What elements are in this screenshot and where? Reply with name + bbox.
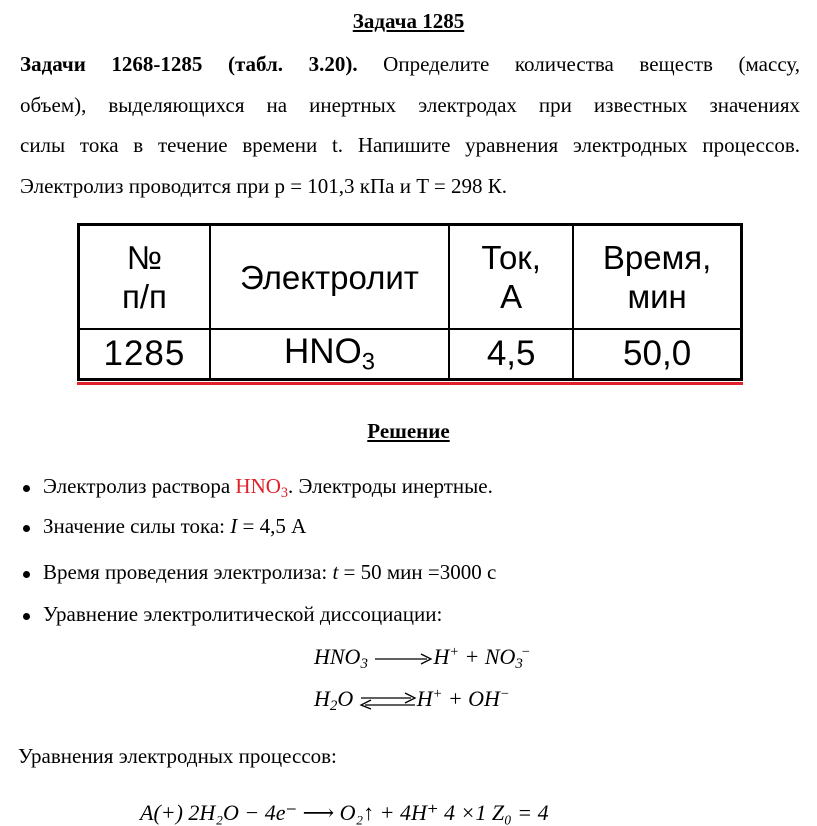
equilibrium-arrow-icon [359, 692, 417, 710]
header-num: № п/п [79, 225, 210, 330]
cell-time: 50,0 [573, 329, 741, 380]
problem-bold-lead: Задачи 1268-1285 (табл. 3.20). [20, 52, 358, 76]
cell-electrolyte: $HNO_3$ [210, 329, 449, 380]
table-header-row [79, 225, 742, 330]
cell-num: 1285 [79, 329, 210, 380]
problem-line-3: силы тока в течение времени t. Напишите уравнения электродных процессов. [20, 133, 800, 157]
table-underline-divider [77, 382, 743, 385]
table-row [79, 329, 742, 380]
bullet-dot-icon [23, 485, 30, 492]
bullet-dot-icon [23, 525, 30, 532]
problem-line-2: объем), выделяющихся на инертных электродах при известных значениях [20, 92, 800, 117]
equation-water-dissociation: $H_2O$ H+ + OH− [314, 686, 510, 715]
forward-arrow-icon [373, 652, 433, 666]
formula-hno3: $HNO_3$ [235, 474, 289, 501]
equation-hno3-dissociation: $HNO_3$ $H^+ + NO_3^-$ [314, 644, 531, 673]
header-current: Ток, А [449, 225, 573, 330]
page-title: Задача 1285 [352, 9, 465, 33]
electrode-processes-heading: Уравнения электродных процессов: [18, 744, 337, 768]
data-table [77, 223, 743, 381]
solution-title: Решение [367, 419, 450, 443]
electrode-equation-anode-partial: A(+) 2H₂O − 4e⁻ ⟶ O₂↑ + 4H⁺ 4 ×1 Z₀ = 4 [140, 800, 549, 825]
problem-line-4: Электролиз проводится при p = 101,3 кПа и T = 298 К. [20, 173, 508, 198]
header-electrolyte: Электролит [210, 225, 449, 330]
bullet-dot-icon [23, 613, 30, 620]
problem-text [20, 44, 800, 206]
header-time: Время, мин [573, 225, 741, 330]
problem-line-1: Задачи 1268-1285 (табл. 3.20). Определите количества веществ (массу, [20, 52, 801, 76]
bullet-dot-icon [23, 571, 30, 578]
cell-current: 4,5 [449, 329, 573, 380]
